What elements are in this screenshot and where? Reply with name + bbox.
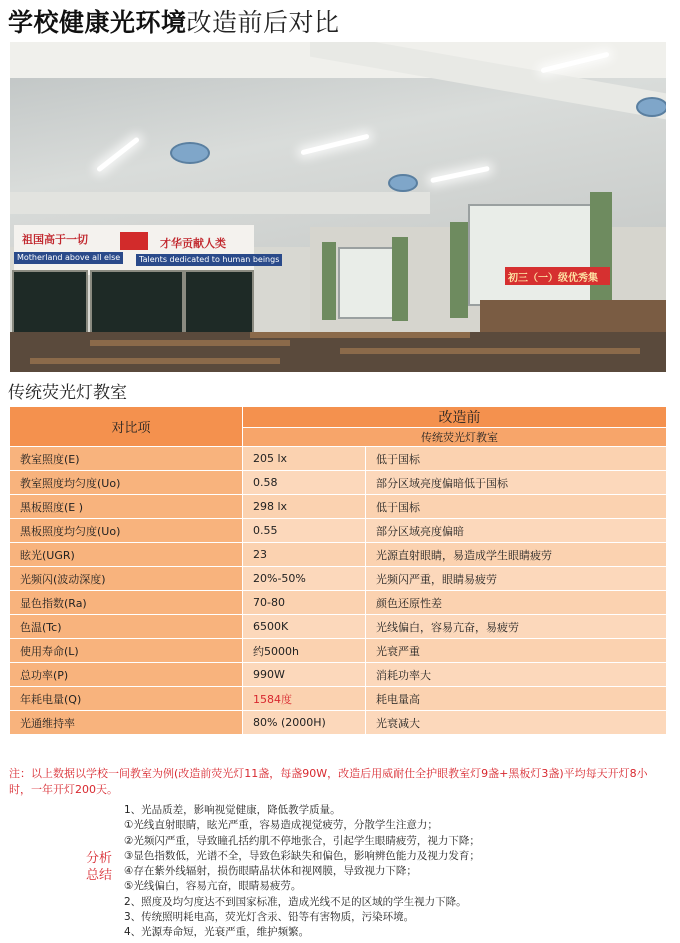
list-item: ⑤光线偏白，容易亢奋，眼睛易疲劳。 [124,880,302,893]
table-row [10,495,667,519]
row-label: 年耗电量(Q) [10,687,243,711]
row-desc: 光衰减大 [366,711,667,735]
row-label: 使用寿命(L) [10,639,243,663]
table-row [10,615,667,639]
table-row [10,447,667,471]
row-value: 23 [243,543,366,567]
list-item: 3、传统照明耗电高，荧光灯含汞、铅等有害物质，污染环境。 [124,911,415,924]
list-item: 2、照度及均匀度达不到国家标准，造成光线不足的区域的学生视力下降。 [124,895,467,908]
table-row [10,687,667,711]
row-value: 205 lx [243,447,366,471]
table-row [10,639,667,663]
col-header-before-sub: 传统荧光灯教室 [243,428,667,447]
row-value: 70-80 [243,591,366,615]
row-desc: 光频闪严重，眼睛易疲劳 [366,567,667,591]
row-desc: 低于国标 [366,447,667,471]
list-item: ④存在紫外线辐射，损伤眼睛晶状体和视网膜，导致视力下降； [124,865,417,878]
col-header-item: 对比项 [10,407,243,447]
table-row [10,567,667,591]
row-desc: 耗电量高 [366,687,667,711]
row-label: 光频闪(波动深度) [10,567,243,591]
page-title [8,6,340,40]
row-desc: 部分区域亮度偏暗低于国标 [366,471,667,495]
row-label: 黑板照度均匀度(Uo) [10,519,243,543]
summary-label: 分析 总结 [85,851,112,883]
footnote: 注：以上数据以学校一间教室为例(改造前荧光灯11盏，每盏90W，改造后用威耐仕全护眼教室灯9盏+黑板灯3盏)平均每天开灯8小时，一年开灯200天。 [9,767,648,796]
list-item: 1、光品质差，影响视觉健康，降低教学质量。 [124,804,341,816]
row-desc: 光衰严重 [366,639,667,663]
row-label: 黑板照度(E ) [10,495,243,519]
row-value: 990W [243,663,366,687]
row-label: 色温(Tc) [10,615,243,639]
row-label: 光通维持率 [10,711,243,735]
row-label: 眩光(UGR) [10,543,243,567]
row-label: 显色指数(Ra) [10,591,243,615]
table-row [10,519,667,543]
col-header-before: 改造前 [243,407,667,428]
table-row [10,471,667,495]
table-row [10,663,667,687]
row-value: 6500K [243,615,366,639]
table-row [10,711,667,735]
photo-banner-right: 才华贡献人类 [160,237,226,250]
row-desc: 光线偏白，容易亢奋，易疲劳 [366,615,667,639]
row-value: 0.55 [243,519,366,543]
row-value: 20%-50% [243,567,366,591]
row-desc: 光源直射眼睛，易造成学生眼睛疲劳 [366,543,667,567]
list-item: ②光频闪严重，导致瞳孔括约肌不停地张合，引起学生眼睛疲劳，视力下降； [124,834,480,847]
comparison-table [9,406,667,735]
section-title: 传统荧光灯教室 [8,383,127,403]
table-row [10,543,667,567]
row-desc: 消耗功率大 [366,663,667,687]
list-item: ③显色指数低，光谱不全，导致色彩缺失和偏色，影响辨色能力及视力发育； [124,849,480,862]
photo-banner-en-left: Motherland above all else [14,252,123,264]
row-value: 0.58 [243,471,366,495]
page-title-rest: 改造前后对比 [186,8,340,37]
list-item: 4、光源寿命短，光衰严重，维护频繁。 [124,926,310,939]
row-value: 1584度 [243,687,366,711]
row-value: 80% (2000H) [243,711,366,735]
photo-sign: 初三（一）级优秀集 [508,273,598,284]
list-item: ①光线直射眼睛，眩光严重，容易造成视觉疲劳，分散学生注意力； [124,819,438,832]
row-desc: 颜色还原性差 [366,591,667,615]
photo-banner-left: 祖国高于一切 [22,233,88,246]
table-row [10,591,667,615]
ceiling-fan-icon [388,174,418,192]
ceiling-fan-icon [636,97,666,117]
row-value: 298 lx [243,495,366,519]
ceiling-fan-icon [170,142,210,164]
row-desc: 低于国标 [366,495,667,519]
classroom-photo [10,42,666,372]
row-label: 总功率(P) [10,663,243,687]
row-desc: 部分区域亮度偏暗 [366,519,667,543]
row-label: 教室照度均匀度(Uo) [10,471,243,495]
photo-banner-en-right: Talents dedicated to human beings [136,254,282,266]
page-title-bold: 学校健康光环境 [8,8,187,37]
summary-list [124,803,664,941]
row-value: 约5000h [243,639,366,663]
row-label: 教室照度(E) [10,447,243,471]
